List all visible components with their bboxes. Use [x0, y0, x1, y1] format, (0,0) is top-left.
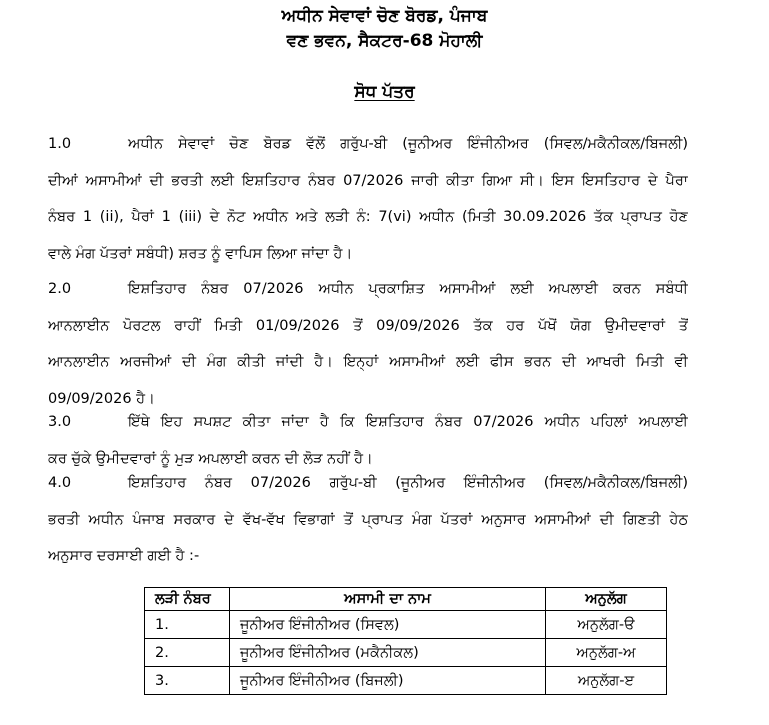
annexure-cell: ਅਨੁਲੱਗ-ੳ [546, 611, 667, 639]
column-header-annexure: ਅਨੁਲੱਗ [546, 588, 667, 611]
column-header-post-name: ਅਸਾਮੀ ਦਾ ਨਾਮ [230, 588, 546, 611]
paragraph-line: ਭਰਤੀ ਅਧੀਨ ਪੰਜਾਬ ਸਰਕਾਰ ਦੇ ਵੱਖ-ਵੱਖ ਵਿਭਾਗਾਂ ਤੋਂ ਪ੍ਰਾਪਤ ਮੰਗ ਪੱਤਰਾਂ ਅਨੁਸਾਰ ਅਸਾਮੀਆਂ ਦੀ ਗਿਣਤੀ ਹੇਠ [48, 511, 688, 528]
table-header-row [145, 588, 667, 611]
paragraph-line: ਵਾਲੇ ਮੰਗ ਪੱਤਰਾਂ ਸਬੰਧੀ) ਸ਼ਰਤ ਨੂੰ ਵਾਪਿਸ ਲਿਆ ਜਾਂਦਾ ਹੈ। [48, 245, 353, 262]
board-address-heading: ਵਣ ਭਵਨ, ਸੈਕਟਰ-68 ਮੋਹਾਲੀ [286, 31, 483, 51]
paragraph-1 [48, 126, 688, 272]
column-header-serial: ਲੜੀ ਨੰਬਰ [145, 588, 230, 611]
paragraph-text: ਅਧੀਨ ਸੇਵਾਵਾਂ ਚੋਣ ਬੋਰਡ ਵੱਲੋਂ ਗਰੁੱਪ-ਬੀ (ਜੂਨੀਅਰ ਇੰਜੀਨੀਅਰ (ਸਿਵਲ/ਮਕੈਨੀਕਲ/ਬਿਜਲੀ) [128, 136, 688, 152]
paragraph-line: ਅਨੁਸਾਰ ਦਰਸਾਈ ਗਈ ਹੈ :- [48, 548, 200, 564]
board-name-heading: ਅਧੀਨ ਸੇਵਾਵਾਂ ਚੋਣ ਬੋਰਡ, ਪੰਜਾਬ [281, 6, 488, 26]
table-row [145, 667, 667, 695]
paragraph-line: ਆਨਲਾਈਨ ਅਰਜੀਆਂ ਦੀ ਮੰਗ ਕੀਤੀ ਜਾਂਦੀ ਹੈ। ਇਨ੍ਹਾਂ ਅਸਾਮੀਆਂ ਲਈ ਫੀਸ ਭਰਨ ਦੀ ਆਖਰੀ ਮਿਤੀ ਵੀ [48, 354, 688, 370]
paragraph-line: ਆਨਲਾਈਨ ਪੋਰਟਲ ਰਾਹੀਂ ਮਿਤੀ 01/09/2026 ਤੋਂ 09/09/2026 ਤੱਕ ਹਰ ਪੱਖੋਂ ਯੋਗ ਉਮੀਦਵਾਰਾਂ ਤੋਂ [48, 317, 688, 334]
paragraph-number: 4.0 [48, 475, 72, 491]
serial-cell: 1. [145, 611, 230, 639]
serial-cell: 2. [145, 639, 230, 667]
post-name-cell: ਜੂਨੀਅਰ ਇੰਜੀਨੀਅਰ (ਸਿਵਲ) [230, 611, 546, 639]
paragraph-4 [48, 465, 688, 575]
paragraph-line [48, 271, 688, 308]
paragraph-text: ਇਸ਼ਤਿਹਾਰ ਨੰਬਰ 07/2026 ਗਰੁੱਪ-ਬੀ (ਜੂਨੀਅਰ ਇੰਜੀਨੀਅਰ (ਸਿਵਲ/ਮਕੈਨੀਕਲ/ਬਿਜਲੀ) [128, 475, 688, 491]
annexure-cell: ਅਨੁਲੱਗ-ਅ [546, 639, 667, 667]
paragraph-line: ਨੰਬਰ 1 (ii), ਪੈਰਾਂ 1 (iii) ਦੇ ਨੋਟ ਅਧੀਨ ਅਤੇ ਲੜੀ ਨੰ: 7(vi) ਅਧੀਨ (ਮਿਤੀ 30.09.2026 ਤੱਕ ਪ੍ਰਾਪਤ ਹੋਣ [48, 209, 688, 225]
annexure-cell: ਅਨੁਲੱਗ-ੲ [546, 667, 667, 695]
paragraph-text: ਇੱਥੇ ਇਹ ਸਪਸ਼ਟ ਕੀਤਾ ਜਾਂਦਾ ਹੈ ਕਿ ਇਸ਼ਤਿਹਾਰ ਨੰਬਰ 07/2026 ਅਧੀਨ ਪਹਿਲਾਂ ਅਪਲਾਈ [128, 414, 688, 430]
document-title [0, 82, 769, 102]
posts-table [144, 587, 667, 695]
paragraph-number: 1.0 [48, 136, 72, 152]
paragraph-line [48, 465, 688, 502]
paragraph-line: ਕਰ ਚੁੱਕੇ ਉਮੀਦਵਾਰਾਂ ਨੂੰ ਮੁੜ ਅਪਲਾਈ ਕਰਨ ਦੀ ਲੋੜ ਨਹੀਂ ਹੈ। [48, 450, 373, 467]
serial-cell: 3. [145, 667, 230, 695]
post-name-cell: ਜੂਨੀਅਰ ਇੰਜੀਨੀਅਰ (ਬਿਜਲੀ) [230, 667, 546, 695]
paragraph-line: 09/09/2026 ਹੈ। [48, 390, 155, 407]
paragraph-line: ਦੀਆਂ ਅਸਾਮੀਆਂ ਦੀ ਭਰਤੀ ਲਈ ਇਸ਼ਤਿਹਾਰ ਨੰਬਰ 07/2026 ਜਾਰੀ ਕੀਤਾ ਗਿਆ ਸੀ। ਇਸ ਇਸਤਿਹਾਰ ਦੇ ਪੈਰਾ [48, 172, 688, 189]
paragraph-number: 3.0 [48, 414, 72, 430]
paragraph-number: 2.0 [48, 281, 72, 297]
paragraph-line [48, 404, 688, 441]
paragraph-text: ਇਸ਼ਤਿਹਾਰ ਨੰਬਰ 07/2026 ਅਧੀਨ ਪ੍ਰਕਾਸ਼ਿਤ ਅਸਾਮੀਆਂ ਲਈ ਅਪਲਾਈ ਕਰਨ ਸਬੰਧੀ [128, 281, 688, 297]
table-row [145, 611, 667, 639]
paragraph-2 [48, 271, 688, 417]
paragraph-line [48, 126, 688, 163]
document-title-text: ਸੋਧ ਪੱਤਰ [354, 82, 415, 102]
post-name-cell: ਜੂਨੀਅਰ ਇੰਜੀਨੀਅਰ (ਮਕੈਨੀਕਲ) [230, 639, 546, 667]
table-row [145, 639, 667, 667]
